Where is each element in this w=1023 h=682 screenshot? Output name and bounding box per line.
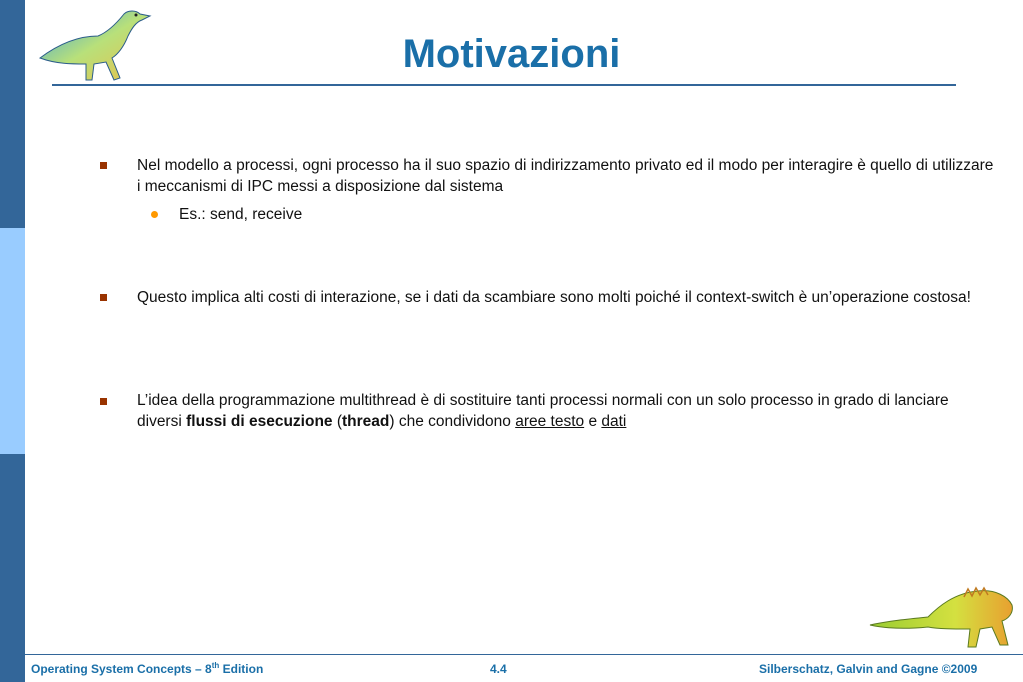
page-title: Motivazioni (402, 32, 621, 76)
bullet-square-icon (100, 294, 107, 301)
bold-term: thread (342, 413, 390, 430)
underlined-term: dati (601, 413, 627, 430)
bullet-dot-icon (151, 211, 158, 218)
footer-book-title-prefix: Operating System Concepts – 8 (31, 662, 212, 676)
title-divider (52, 84, 956, 86)
sidebar-segment-bottom (0, 454, 25, 682)
sub-bullet-text: Es.: send, receive (179, 206, 303, 223)
dinosaur-logo-bottom-icon (868, 583, 1018, 653)
sidebar-segment-middle (0, 228, 25, 454)
bullet-text-part: L’idea della programmazione multithread è di sostituire tanti processi normali con un solo processo in grado di lanciare diversi (137, 392, 949, 430)
bullet-text-part: ( (332, 413, 343, 430)
bold-term: flussi di esecuzione (186, 413, 333, 430)
bullet-text: Questo implica alti costi di interazione, se i dati da scambiare sono molti poiché il context-switch è un’operazione costosa! (137, 289, 971, 306)
bullet-text-part: e (584, 413, 602, 430)
bullet-text-part: ) che condividono (389, 413, 516, 430)
footer-superscript: th (211, 661, 220, 670)
bullet-text: Nel modello a processi, ogni processo ha il suo spazio di indirizzamento privato ed il modo per interagire è quello di utilizzare i meccanismi di IPC messi a disposizione dal sistema (137, 157, 994, 195)
footer-divider (25, 654, 1023, 655)
footer-book-title-suffix: Edition (219, 662, 264, 676)
footer-authors: Silberschatz, Galvin and Gagne ©2009 (759, 662, 978, 676)
sidebar-stripe (0, 0, 25, 682)
page-number: 4.4 (490, 662, 507, 676)
bullet-square-icon (100, 398, 107, 405)
bullet-text-multithread (137, 390, 997, 432)
footer-book-title (31, 662, 263, 676)
bullet-square-icon (100, 162, 107, 169)
underlined-term: aree testo (515, 413, 585, 430)
